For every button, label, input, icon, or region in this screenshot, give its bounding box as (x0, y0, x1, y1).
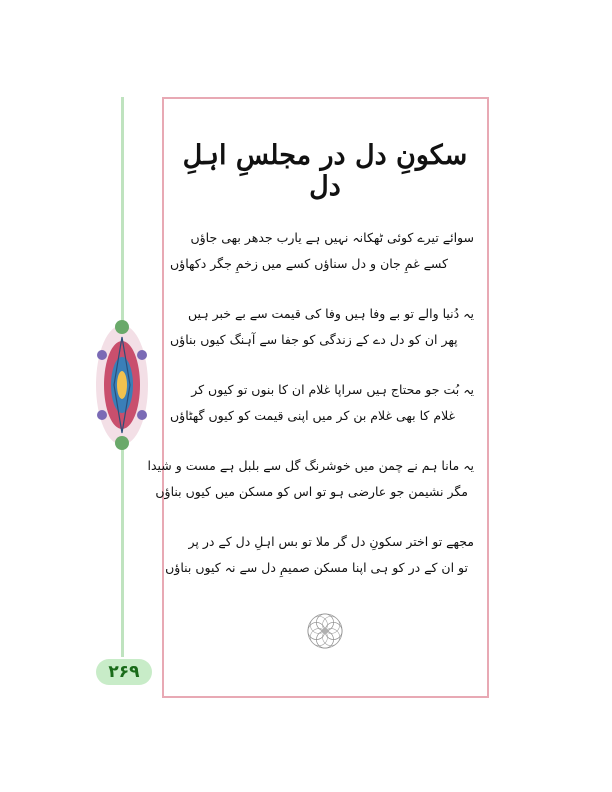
stanza (170, 225, 474, 277)
verse-line: پھر ان کو دل دے کے زندگی کو جفا سے آہنگ کیوں بناؤں (170, 332, 458, 347)
verse-line: تو ان کے در کو ہی اپنا مسکن صمیمِ دل سے نہ کیوں بناؤں (165, 560, 468, 575)
verse-line: غلام کا بھی غلام بن کر میں اپنی قیمت کو کیوں گھٹاؤں (170, 408, 456, 423)
verse-line: کسے غمِ جان و دل سناؤں کسے میں زخمِ جگر دکھاؤں (170, 256, 449, 271)
verse-line: یہ بُت جو محتاج ہیں سراپا غلام ان کا بنوں تو کیوں کر (191, 382, 474, 397)
verse-line: یہ مانا ہم نے چمن میں خوشرنگ گل سے بلبل ہے مست و شیدا (147, 458, 474, 473)
poem-body (147, 225, 474, 605)
verse-line: یہ دُنیا والے تو بے وفا ہیں وفا کی قیمت سے بے خبر ہیں (188, 306, 474, 321)
stanza (147, 453, 474, 505)
verse-line: سوائے تیرے کوئی ٹھکانہ نہیں ہے یارب جدھر بھی جاؤں (190, 230, 474, 245)
stanza (170, 301, 474, 353)
rosette-icon (306, 612, 344, 650)
verse-line: مجھے تو اختر سکونِ دل گر ملا تو بس اہلِ دل کے در پر (188, 534, 474, 549)
stanza (165, 529, 474, 581)
stanza (170, 377, 474, 429)
poem-title: سکونِ دل در مجلسِ اہلِ دل (182, 140, 468, 202)
verse-line: مگر نشیمن جو عارضی ہو تو اس کو مسکن میں کیوں بناؤں (155, 484, 468, 499)
page-number: ۲۶۹ (96, 659, 152, 685)
floral-ornament-icon (92, 315, 152, 455)
